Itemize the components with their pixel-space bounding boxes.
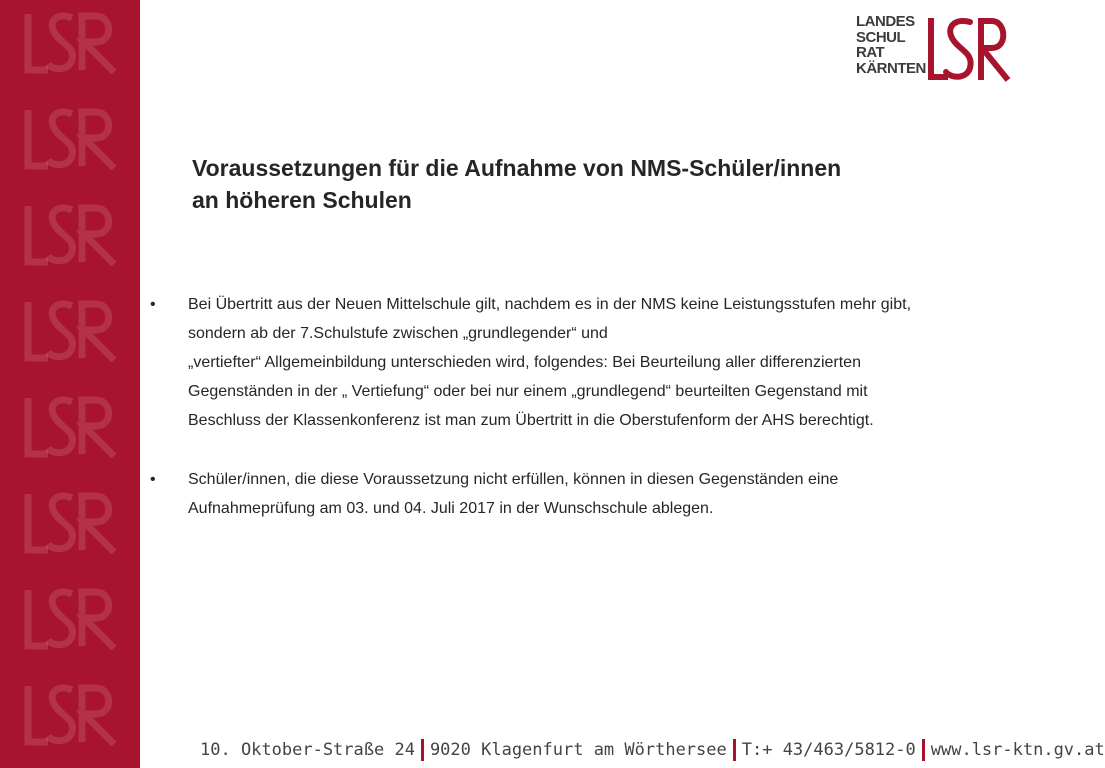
bullet-text-line: sondern ab der 7.Schulstufe zwischen „grundlegender“ und [188,325,608,342]
logo-text-line: RAT [856,44,885,61]
footer-phone: T:+ 43/463/5812-0 [741,740,916,760]
title-line-1: Voraussetzungen für die Aufnahme von NMS-Schüler/innen [192,155,842,181]
footer-street: 10. Oktober-Straße 24 [200,740,415,760]
title-line-2: an höheren Schulen [192,187,412,213]
footer-separator [733,739,736,761]
bullet-item [150,465,1020,523]
footer-city: 9020 Klagenfurt am Wörthersee [429,740,727,760]
bullet-text-line: Bei Übertritt aus der Neuen Mittelschule gilt, nachdem es in der NMS keine Leistungsstufen mehr gibt, [188,296,912,313]
watermark-lsr-icon [20,200,120,270]
bullet-text-line: Aufnahmeprüfung am 03. und 04. Juli 2017 in der Wunschschule ablegen. [188,500,714,517]
footer-separator [922,739,925,761]
sidebar-watermark-strip [0,0,140,768]
watermark-lsr-icon [20,680,120,750]
footer-website[interactable]: www.lsr-ktn.gv.at [930,740,1105,760]
bullet-text-line: Schüler/innen, die diese Voraussetzung nicht erfüllen, können in diesen Gegenständen eine [188,471,839,488]
bullet-text-line: Beschluss der Klassenkonferenz ist man zum Übertritt in die Oberstufenform der AHS berechtigt. [188,412,874,429]
watermark-lsr-icon [20,584,120,654]
footer-contact [200,738,1105,762]
logo-text-line: LANDES [856,13,915,30]
watermark-lsr-icon [20,104,120,174]
lsr-logo [856,14,1016,88]
slide-title [192,152,952,216]
watermark-lsr-icon [20,8,120,78]
logo-text [856,14,926,76]
footer-separator [421,739,424,761]
watermark-lsr-icon [20,488,120,558]
bullet-list [150,290,1020,553]
bullet-marker: • [150,471,156,488]
logo-text-line: KÄRNTEN [856,59,926,77]
bullet-item [150,290,1020,435]
bullet-marker: • [150,296,156,313]
watermark-lsr-icon [20,296,120,366]
logo-text-line: SCHUL [856,28,906,46]
bullet-text-line: Gegenständen in der „ Vertiefung“ oder bei nur einem „grundlegend“ beurteilten Gegenstand mit [188,383,868,400]
bullet-text-line: „vertiefter“ Allgemeinbildung unterschieden wird, folgendes: Bei Beurteilung aller differenzierten [188,354,861,371]
watermark-lsr-icon [20,392,120,462]
lsr-monogram-icon [926,14,1012,86]
